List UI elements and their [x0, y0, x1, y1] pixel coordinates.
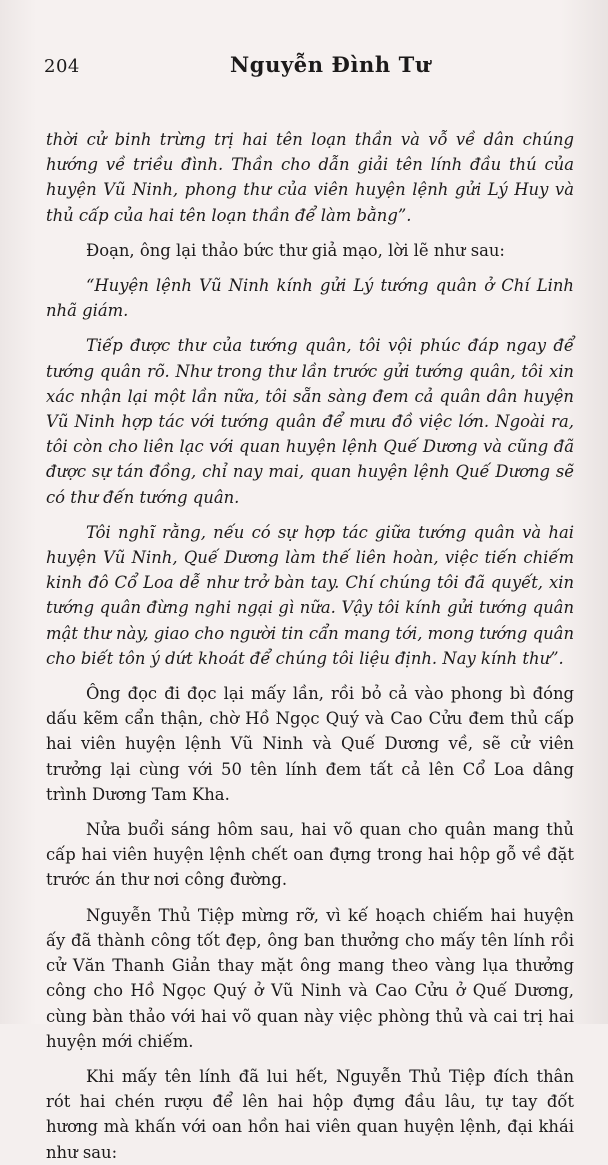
letter-salutation: “Huyện lệnh Vũ Ninh kính gửi Lý tướng quân ở Chí Linh nhã giám. [46, 276, 574, 321]
paragraph: Nửa buổi sáng hôm sau, hai võ quan cho quân mang thủ cấp hai viên huyện lệnh chết oan đựng trong hai hộp gỗ về đặt trước án thư nơi công đường. [46, 820, 574, 890]
page-body [46, 127, 574, 1165]
paragraph: Nguyễn Thủ Tiệp mừng rỡ, vì kế hoạch chiếm hai huyện ấy đã thành công tốt đẹp, ông ban thưởng cho mấy tên lính rồi cử Văn Thanh Giản thay mặt ông mang theo vàng lụa thưởng công cho Hồ Ngọc Quý ở Vũ Ninh và Cao Cửu ở Quế Dương, cùng bàn thảo với hai võ quan này việc phòng thủ và cai trị hai huyện mới chiếm. [46, 905, 574, 1051]
paragraph: thời cử binh trừng trị hai tên loạn thần và vỗ về dân chúng hướng về triều đình. Thần cho dẫn giải tên lính đầu thú của huyện Vũ Ninh, phong thư của viên huyện lệnh gửi Lý Huy và thủ cấp của hai tên loạn thần để làm bằng”. [46, 130, 574, 225]
running-head-author: Nguyễn Đình Tư [230, 52, 431, 77]
page-header [44, 52, 578, 82]
letter-paragraph: Tiếp được thư của tướng quân, tôi vội phúc đáp ngay để tướng quân rõ. Như trong thư lần trước gửi tướng quân, tôi xin xác nhận lại một lần nữa, tôi sẵn sàng đem cả quân dân huyện Vũ Ninh hợp tác với tướng quân để mưu đồ việc lớn. Ngoài ra, tôi còn cho liên lạc với quan huyện lệnh Quế Dương và cũng đã được sự tán đồng, chỉ nay mai, quan huyện lệnh Quế Dương sẽ có thư đến tướng quân. [46, 336, 574, 507]
paragraph: Đoạn, ông lại thảo bức thư giả mạo, lời lẽ như sau: [86, 240, 505, 260]
page-number: 204 [44, 56, 80, 77]
letter-paragraph: Tôi nghĩ rằng, nếu có sự hợp tác giữa tướng quân và hai huyện Vũ Ninh, Quế Dương làm thế liên hoàn, việc tiến chiếm kinh đô Cổ Loa dễ như trở bàn tay. Chí chúng tôi đã quyết, xin tướng quân đừng nghi ngại gì nữa. Vậy tôi kính gửi tướng quân mật thư này, giao cho người tin cẩn mang tới, mong tướng quân cho biết tôn ý dứt khoát để chúng tôi liệu định. Nay kính thư”. [46, 522, 574, 668]
paragraph: Khi mấy tên lính đã lui hết, Nguyễn Thủ Tiệp đích thân rót hai chén rượu để lên hai hộp đựng đầu lâu, tự tay đốt hương mà khấn với oan hồn hai viên quan huyện lệnh, đại khái như sau: [46, 1066, 574, 1162]
paragraph: Ông đọc đi đọc lại mấy lần, rồi bỏ cả vào phong bì đóng dấu kẽm cẩn thận, chờ Hồ Ngọc Quý và Cao Cửu đem thủ cấp hai viên huyện lệnh Vũ Ninh và Quế Dương về, sẽ cử viên trưởng lại cùng với 50 tên lính đem tất cả lên Cổ Loa dâng trình Dương Tam Kha. [46, 684, 574, 804]
